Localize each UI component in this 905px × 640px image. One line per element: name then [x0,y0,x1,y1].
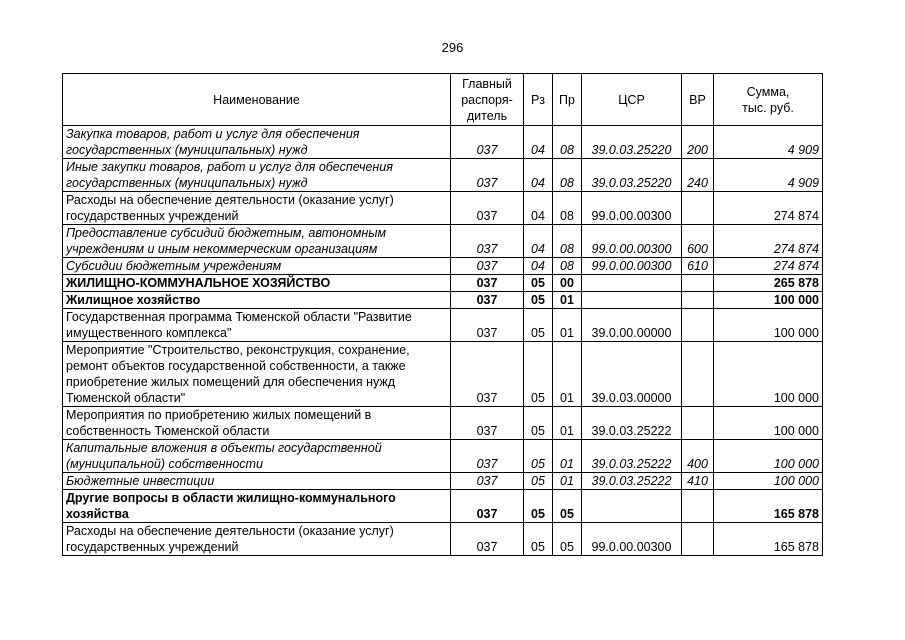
cell-pr: 08 [553,192,582,225]
cell-rz: 05 [524,407,553,440]
cell-csr: 39.0.03.00000 [582,342,682,407]
cell-name: Иные закупки товаров, работ и услуг для обеспечения государственных (муниципальных) нужд [63,159,451,192]
cell-name: Жилищное хозяйство [63,292,451,309]
cell-sum: 100 000 [714,407,823,440]
cell-sum: 100 000 [714,292,823,309]
header-csr: ЦСР [582,74,682,126]
cell-grbs: 037 [451,473,524,490]
cell-csr: 39.0.03.25222 [582,407,682,440]
cell-vr [682,407,714,440]
header-sum: Сумма, тыс. руб. [714,74,823,126]
cell-sum: 274 874 [714,225,823,258]
cell-vr: 600 [682,225,714,258]
cell-csr: 39.0.00.00000 [582,309,682,342]
cell-pr: 05 [553,523,582,556]
cell-vr [682,523,714,556]
cell-csr: 39.0.03.25220 [582,126,682,159]
cell-vr [682,192,714,225]
cell-csr: 99.0.00.00300 [582,192,682,225]
cell-vr: 400 [682,440,714,473]
table-row [63,275,823,292]
cell-name: ЖИЛИЩНО-КОММУНАЛЬНОЕ ХОЗЯЙСТВО [63,275,451,292]
cell-name: Субсидии бюджетным учреждениям [63,258,451,275]
cell-pr: 01 [553,342,582,407]
cell-rz: 05 [524,440,553,473]
cell-csr: 99.0.00.00300 [582,225,682,258]
cell-grbs: 037 [451,159,524,192]
table-row [63,523,823,556]
cell-pr: 01 [553,407,582,440]
cell-name: Другие вопросы в области жилищно-коммунального хозяйства [63,490,451,523]
cell-sum: 4 909 [714,159,823,192]
cell-pr: 01 [553,309,582,342]
cell-vr: 410 [682,473,714,490]
cell-rz: 05 [524,523,553,556]
cell-sum: 100 000 [714,342,823,407]
cell-rz: 04 [524,159,553,192]
table-row [63,473,823,490]
cell-sum: 4 909 [714,126,823,159]
cell-name: Бюджетные инвестиции [63,473,451,490]
cell-name: Мероприятия по приобретению жилых помещений в собственность Тюменской области [63,407,451,440]
cell-csr: 39.0.03.25222 [582,440,682,473]
header-grbs: Главный распоря- дитель [451,74,524,126]
cell-rz: 04 [524,192,553,225]
cell-sum: 165 878 [714,523,823,556]
cell-vr [682,275,714,292]
cell-pr: 08 [553,225,582,258]
table-row [63,126,823,159]
cell-name: Государственная программа Тюменской области "Развитие имущественного комплекса" [63,309,451,342]
cell-grbs: 037 [451,490,524,523]
cell-name: Расходы на обеспечение деятельности (оказание услуг) государственных учреждений [63,523,451,556]
cell-grbs: 037 [451,309,524,342]
cell-name: Расходы на обеспечение деятельности (оказание услуг) государственных учреждений [63,192,451,225]
table-row [63,342,823,407]
cell-rz: 04 [524,258,553,275]
cell-pr: 00 [553,275,582,292]
cell-pr: 01 [553,473,582,490]
table-row [63,440,823,473]
table-row [63,225,823,258]
cell-sum: 100 000 [714,440,823,473]
cell-pr: 01 [553,440,582,473]
table-header-row [63,74,823,126]
cell-name: Мероприятие "Строительство, реконструкция, сохранение, ремонт объектов государственной собственности, а также приобретение жилых помещений для обеспечения нужд Тюменской области" [63,342,451,407]
table-row [63,258,823,275]
cell-sum: 274 874 [714,192,823,225]
cell-vr [682,309,714,342]
cell-pr: 01 [553,292,582,309]
cell-vr: 240 [682,159,714,192]
cell-grbs: 037 [451,225,524,258]
cell-pr: 08 [553,258,582,275]
cell-csr: 99.0.00.00300 [582,523,682,556]
cell-grbs: 037 [451,258,524,275]
cell-sum: 265 878 [714,275,823,292]
cell-sum: 100 000 [714,473,823,490]
cell-grbs: 037 [451,342,524,407]
header-pr: Пр [553,74,582,126]
cell-grbs: 037 [451,275,524,292]
cell-sum: 274 874 [714,258,823,275]
cell-rz: 05 [524,473,553,490]
cell-rz: 05 [524,309,553,342]
table-row [63,192,823,225]
cell-grbs: 037 [451,126,524,159]
cell-pr: 08 [553,159,582,192]
cell-rz: 05 [524,342,553,407]
cell-csr: 39.0.03.25222 [582,473,682,490]
header-rz: Рз [524,74,553,126]
cell-name: Предоставление субсидий бюджетным, автономным учреждениям и иным некоммерческим организациям [63,225,451,258]
table-row [63,292,823,309]
cell-grbs: 037 [451,440,524,473]
cell-rz: 05 [524,490,553,523]
cell-rz: 04 [524,126,553,159]
table-row [63,407,823,440]
cell-sum: 165 878 [714,490,823,523]
table-row [63,159,823,192]
cell-rz: 05 [524,292,553,309]
cell-name: Закупка товаров, работ и услуг для обеспечения государственных (муниципальных) нужд [63,126,451,159]
cell-vr [682,490,714,523]
cell-csr [582,275,682,292]
header-vr: ВР [682,74,714,126]
cell-vr [682,342,714,407]
cell-pr: 08 [553,126,582,159]
cell-csr: 99.0.00.00300 [582,258,682,275]
table-row [63,490,823,523]
cell-sum: 100 000 [714,309,823,342]
cell-vr [682,292,714,309]
cell-rz: 04 [524,225,553,258]
cell-grbs: 037 [451,292,524,309]
header-name: Наименование [63,74,451,126]
cell-pr: 05 [553,490,582,523]
cell-csr [582,490,682,523]
cell-csr: 39.0.03.25220 [582,159,682,192]
table-body [63,126,823,556]
cell-grbs: 037 [451,407,524,440]
page-number: 296 [441,40,464,55]
table-row [63,309,823,342]
cell-grbs: 037 [451,523,524,556]
budget-table [62,73,823,556]
cell-grbs: 037 [451,192,524,225]
cell-csr [582,292,682,309]
cell-rz: 05 [524,275,553,292]
cell-name: Капитальные вложения в объекты государственной (муниципальной) собственности [63,440,451,473]
cell-vr: 610 [682,258,714,275]
cell-vr: 200 [682,126,714,159]
